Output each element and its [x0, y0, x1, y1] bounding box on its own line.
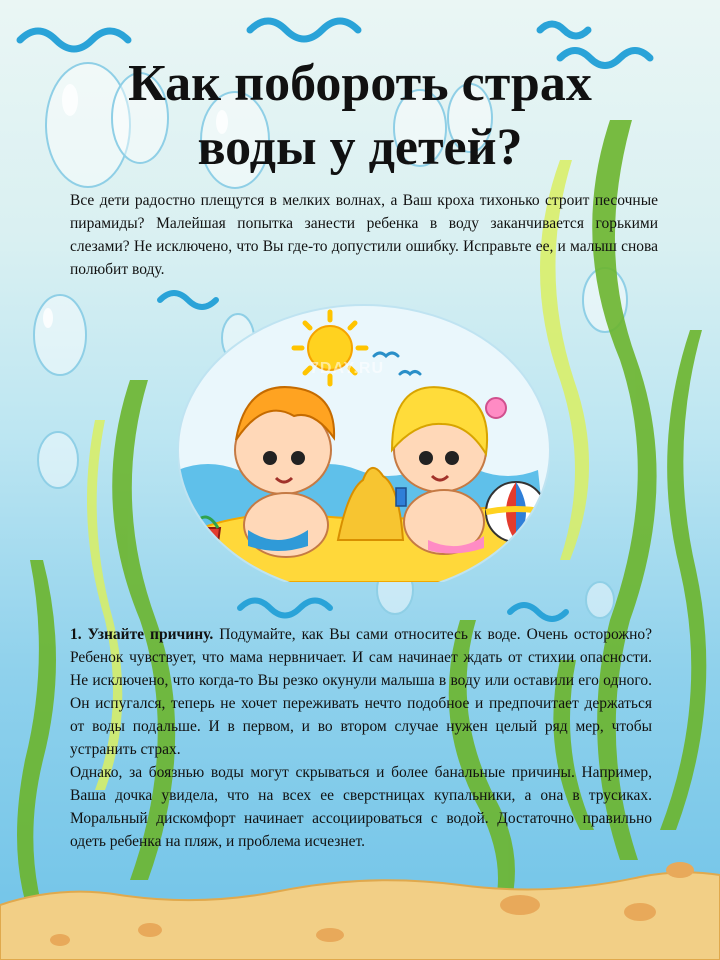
- section-heading: 1. Узнайте причину.: [70, 626, 214, 643]
- section-body: [70, 623, 652, 853]
- intro-paragraph: Все дети радостно плещутся в мелких волнах, а Ваш кроха тихонько строит песочные пирамиды? Малейшая попытка занести ребенка в воду заканчивается горькими слезами? Не исключено, что Вы где-то допустили ошибку. Исправьте ее, и малыш снова полюбит воду.: [70, 192, 658, 278]
- sand-bottom: [0, 872, 720, 960]
- section-paragraph-1-text: Подумайте, как Вы сами относитесь к воде. Очень осторожно? Ребенок чувствует, что мама нервничает. И сам начинает ждать от стихии опасности. Не исключено, что когда-то Вы резко окунули малыша в воду или оставили его одного. Он испугался, теперь не хочет переживать нечто подобное и предпочитает держаться от воды подальше. И в первом, и во втором случае нужен целый ряд мер, чтобы устранить страх.: [70, 626, 652, 758]
- boy-figure: [235, 387, 334, 557]
- section-paragraph-2: Однако, за боязнью воды могут скрываться и более банальные причины. Например, Ваша дочка увидела, что на всех ее сверстницах купальники, а она в трусиках. Моральный дискомфорт начинает ассоциироваться с водой. Достаточно правильно одеть ребенка на пляж, и проблема исчезнет.: [70, 764, 652, 850]
- page-title: [60, 52, 660, 180]
- section-paragraph-1: [70, 623, 652, 761]
- beach-kids-illustration: [178, 300, 550, 582]
- title-line-2: воды у детей?: [197, 119, 523, 176]
- watermark-label: 7DAY.RU: [310, 360, 384, 377]
- title-line-1: Как побороть страх: [128, 55, 592, 112]
